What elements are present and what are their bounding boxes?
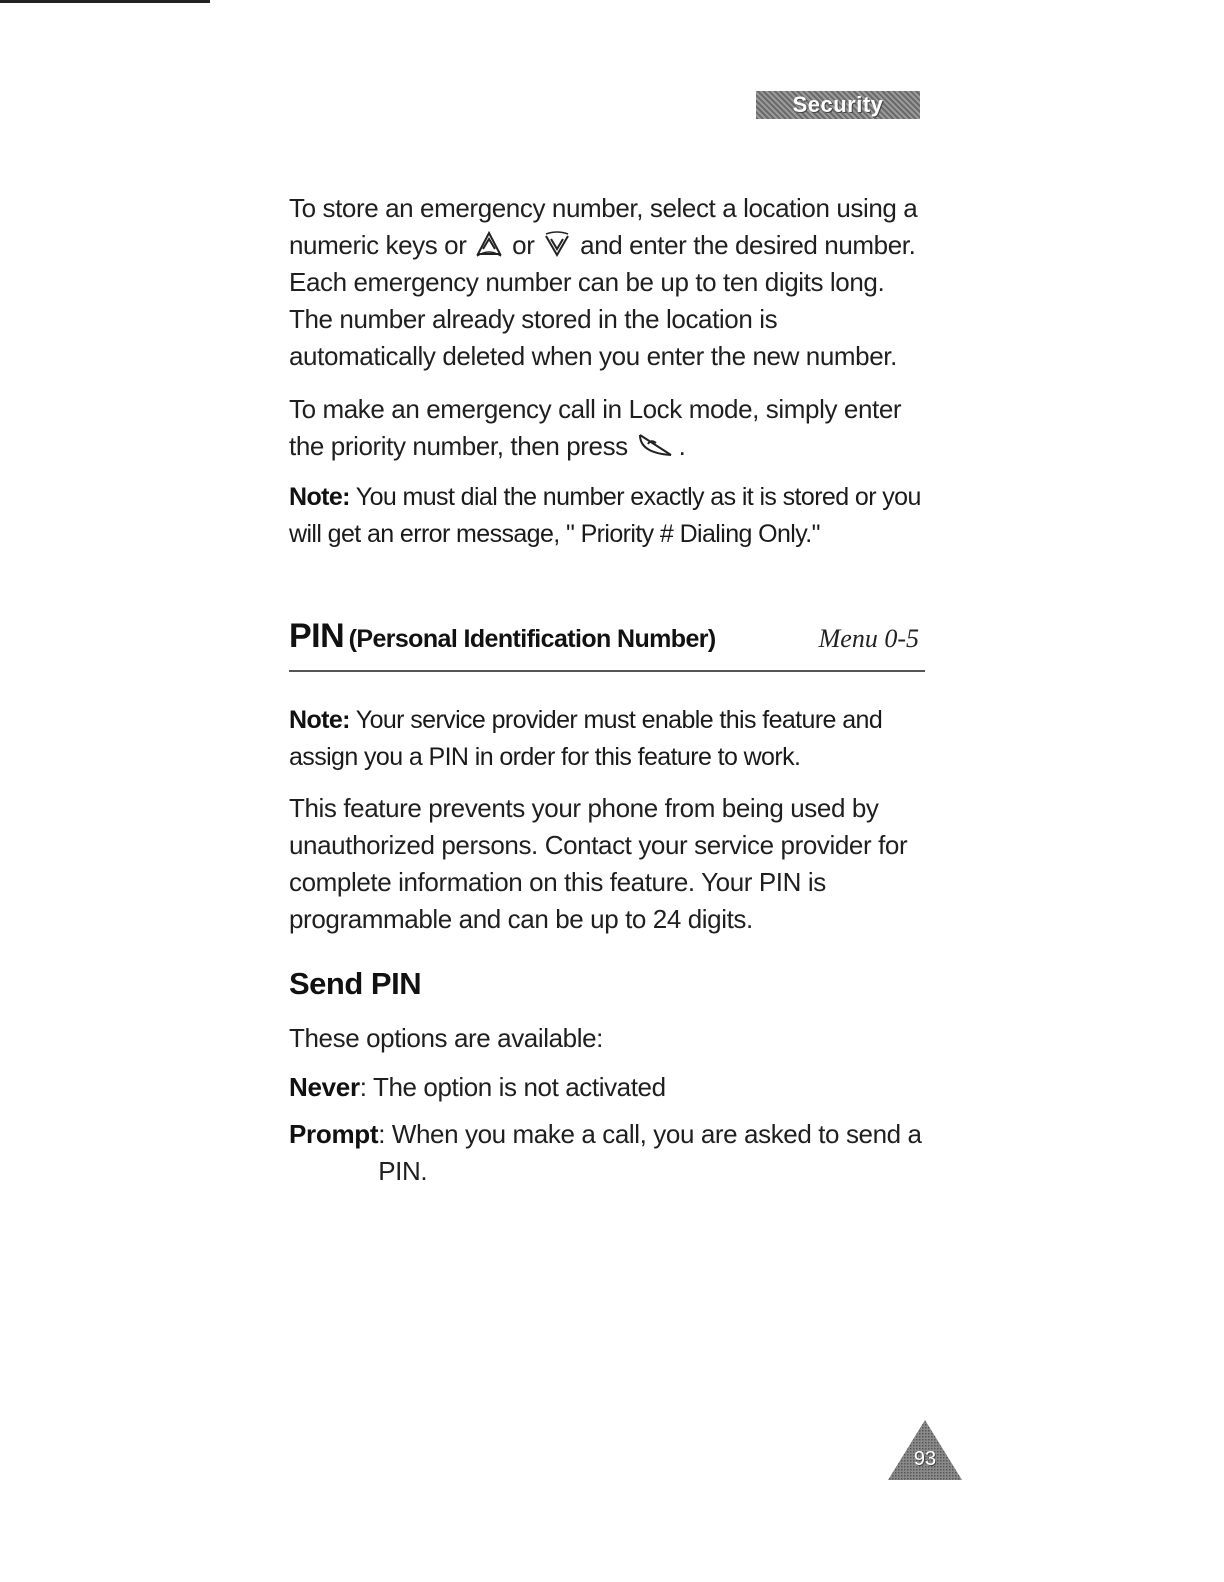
pin-title: PIN xyxy=(289,617,345,655)
option-never xyxy=(289,1069,925,1106)
paragraph-text: and enter the desired number. Each emergency number can be up to ten digits long. The number already stored in the location is automatically deleted when you enter the new number. xyxy=(289,230,916,371)
note-text: You must dial the number exactly as it is stored or you will get an error message, " Priority # Dialing Only." xyxy=(289,483,921,548)
send-key-icon xyxy=(637,431,677,459)
page-content xyxy=(289,190,925,1200)
note-label: Note: xyxy=(289,483,350,511)
paragraph-text: To make an emergency call in Lock mode, simply enter the priority number, then press xyxy=(289,394,902,461)
paragraph-pin-description: This feature prevents your phone from being used by unauthorized persons. Contact your service provider for complete information on this feature. Your PIN is programmable and can be up to 24 digits. xyxy=(289,793,908,934)
paragraph-store-emergency xyxy=(289,190,925,375)
section-header-pin xyxy=(289,617,925,672)
section-title xyxy=(289,617,716,656)
up-key-icon xyxy=(475,230,503,258)
note-dial-exact xyxy=(289,479,925,553)
section-tab: Security xyxy=(756,91,920,119)
paragraph-text: or xyxy=(512,230,535,260)
note-label: Note: xyxy=(289,706,350,734)
option-term: Prompt xyxy=(289,1119,379,1149)
menu-reference: Menu 0-5 xyxy=(818,624,919,653)
note-pin-provider xyxy=(289,702,925,776)
note-text: Your service provider must enable this feature and assign you a PIN in order for this feature to work. xyxy=(289,706,883,771)
send-pin-heading: Send PIN xyxy=(289,966,422,1001)
page-number-badge xyxy=(886,1418,964,1482)
down-key-icon xyxy=(543,230,571,258)
top-rule xyxy=(0,0,210,3)
option-term: Never xyxy=(289,1072,360,1102)
paragraph-emergency-call xyxy=(289,391,925,465)
pin-subtitle: (Personal Identification Number) xyxy=(348,625,716,653)
option-desc: : The option is not activated xyxy=(359,1072,666,1102)
paragraph-text: To store an emergency number, select a location using a numeric keys or xyxy=(289,193,918,260)
option-prompt xyxy=(289,1116,925,1190)
send-pin-intro: These options are available: xyxy=(289,1023,604,1053)
page-number: 93 xyxy=(913,1448,937,1470)
option-desc: : When you make a call, you are asked to send a PIN. xyxy=(378,1119,922,1186)
paragraph-text: . xyxy=(678,431,686,461)
